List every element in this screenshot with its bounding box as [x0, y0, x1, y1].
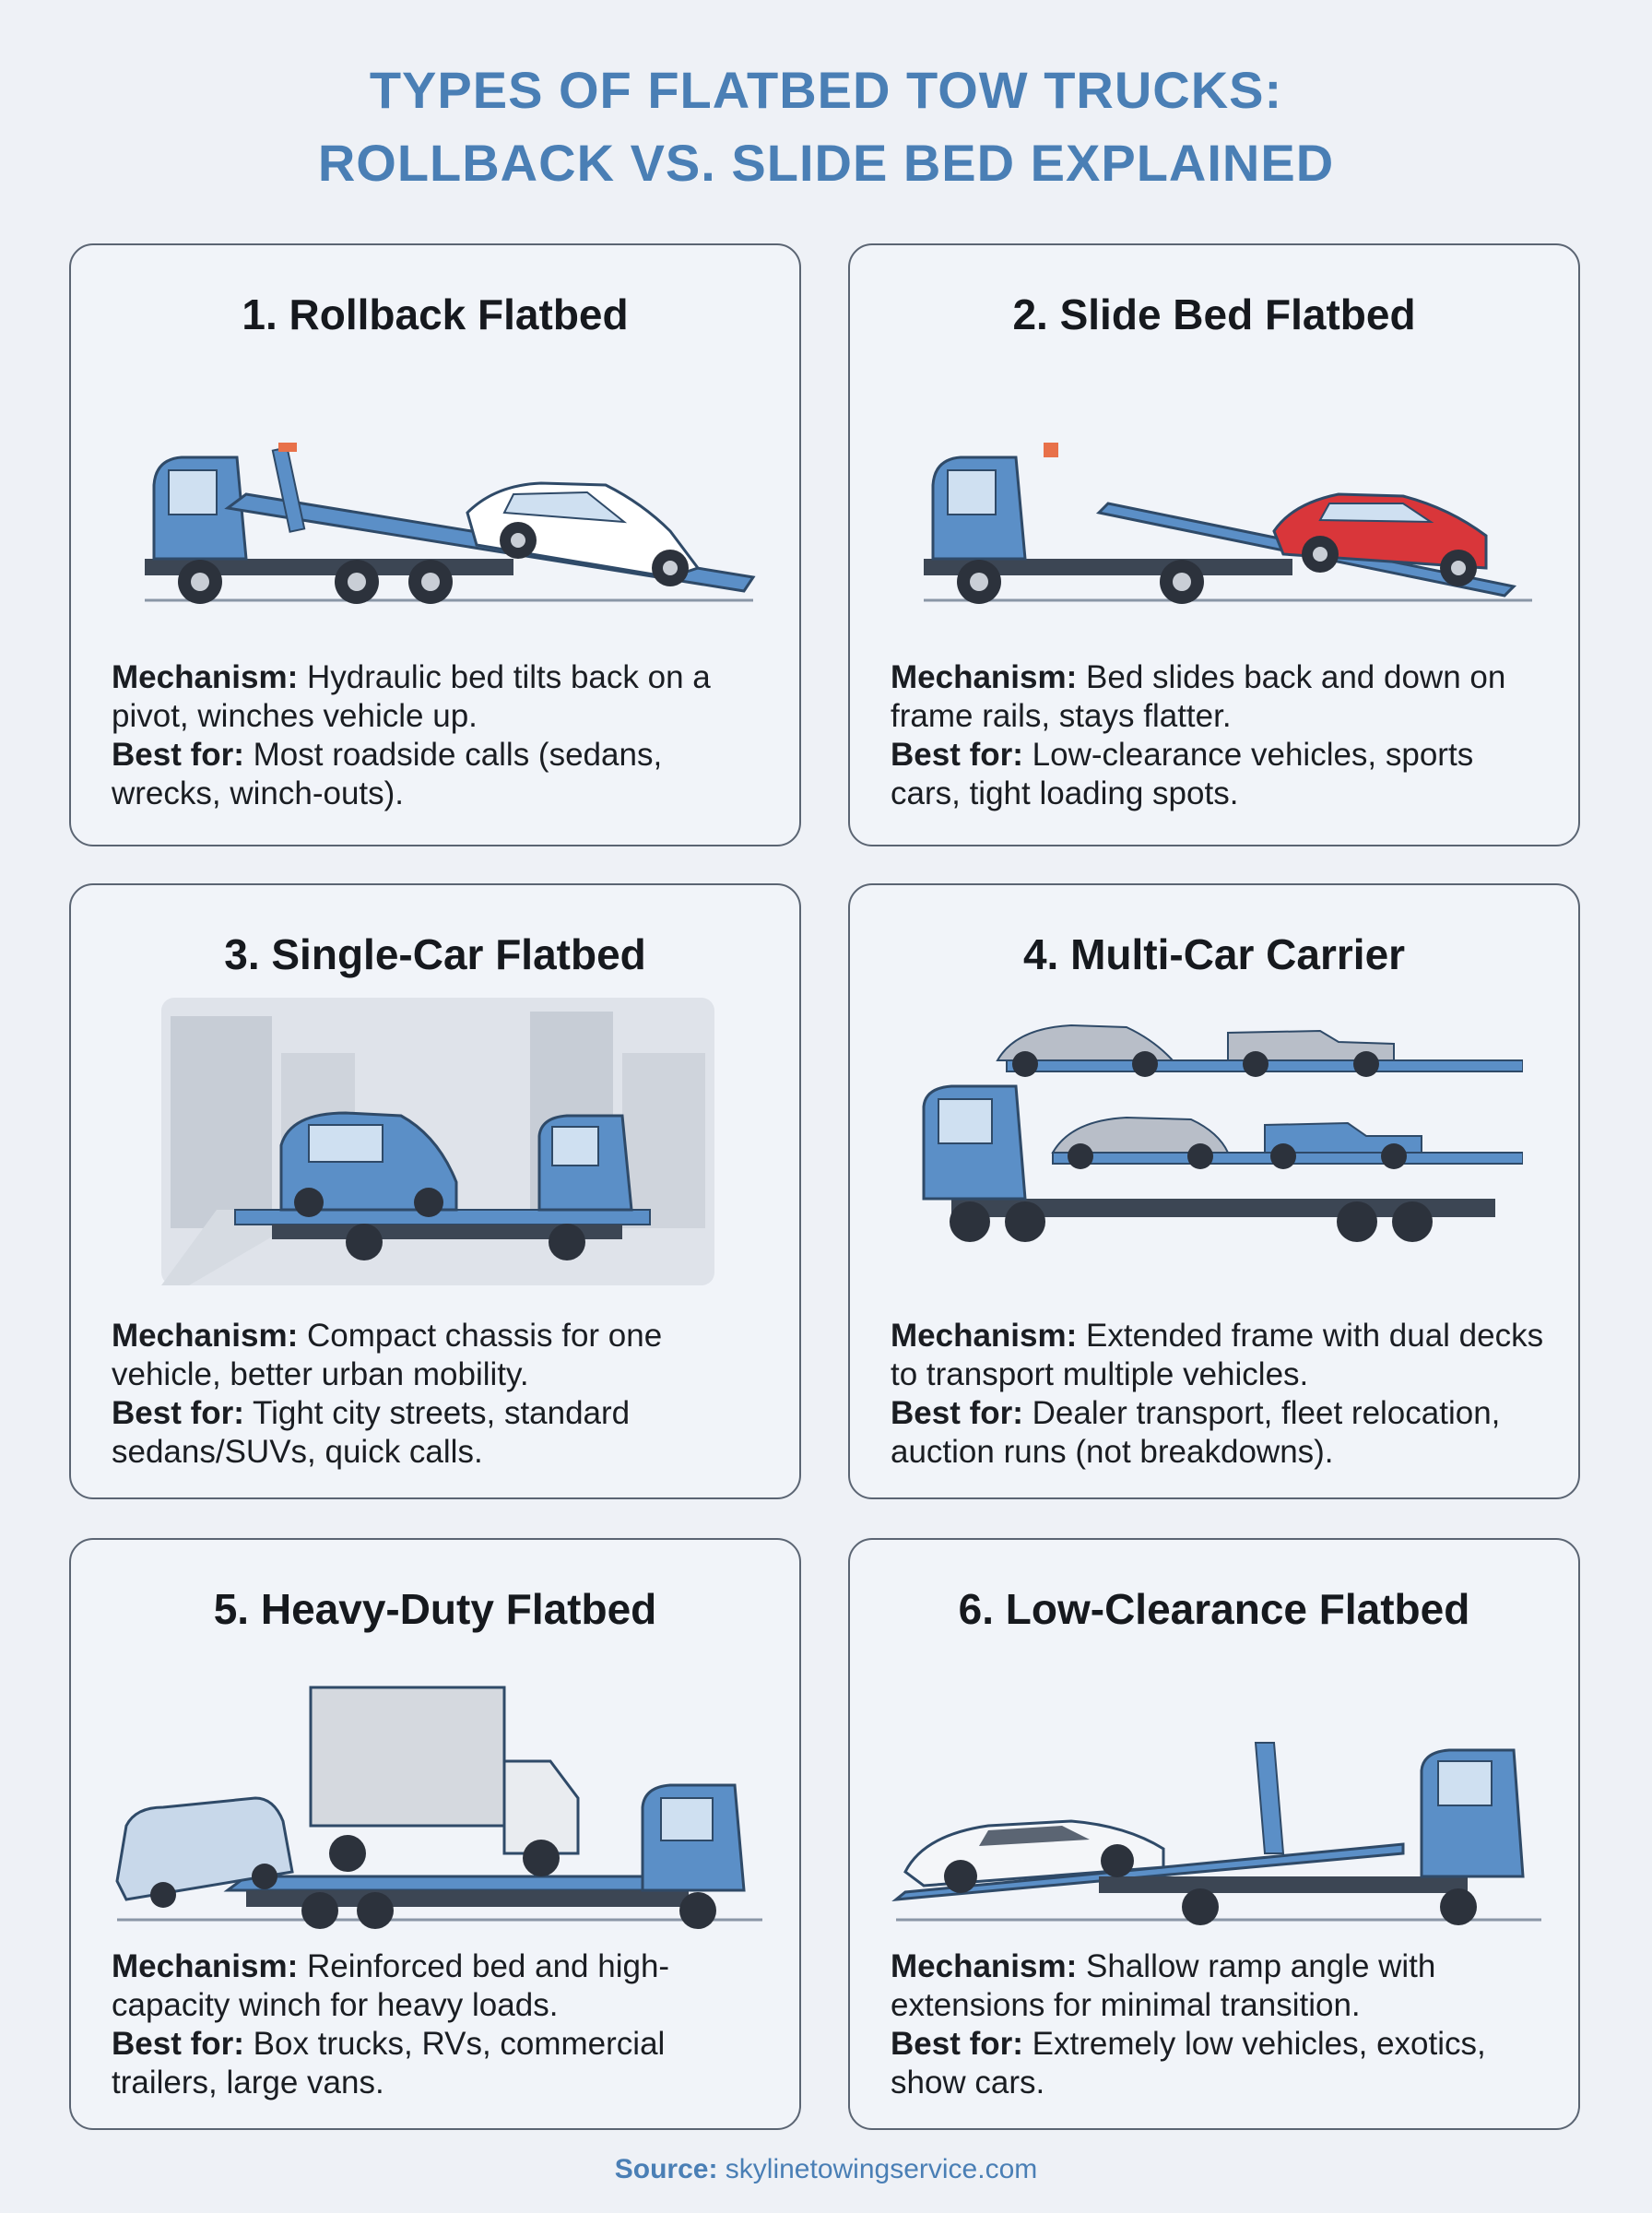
card-heading: 6. Low-Clearance Flatbed — [958, 1585, 1470, 1633]
card-heading: 3. Single-Car Flatbed — [224, 930, 646, 978]
source-credit — [0, 2154, 1652, 2185]
title-line-2: ROLLBACK VS. SLIDE BED EXPLAINED — [317, 134, 1335, 192]
card-low-clearance-flatbed — [848, 1538, 1580, 2130]
bestfor-label: Best for: — [112, 1395, 244, 1431]
card-heading: 4. Multi-Car Carrier — [1022, 930, 1406, 978]
bestfor-text: Low-clearance vehicles, sports cars, tight loading spots. — [891, 737, 1474, 811]
source-label: Source: — [614, 2154, 718, 2184]
card-description — [891, 1947, 1551, 2102]
card-description — [891, 658, 1551, 813]
card-heading: 2. Slide Bed Flatbed — [1012, 290, 1416, 338]
card-description — [112, 1947, 772, 2102]
low-clearance-truck-illustration — [887, 1669, 1551, 1946]
card-description — [112, 1317, 772, 1472]
bestfor-label: Best for: — [891, 2026, 1023, 2062]
single-car-truck-illustration — [161, 998, 714, 1285]
card-description — [112, 658, 772, 813]
bestfor-label: Best for: — [112, 737, 244, 773]
bestfor-text: Extremely low vehicles, exotics, show cars. — [891, 2026, 1486, 2101]
mechanism-label: Mechanism: — [112, 1318, 299, 1354]
mechanism-label: Mechanism: — [891, 659, 1078, 695]
mechanism-label: Mechanism: — [112, 659, 299, 695]
bestfor-text: Tight city streets, standard sedans/SUVs, quick calls. — [112, 1395, 631, 1470]
bestfor-text: Dealer transport, fleet relocation, auction runs (not breakdowns). — [891, 1395, 1501, 1470]
card-heading: 1. Rollback Flatbed — [242, 290, 629, 338]
mechanism-text: Shallow ramp angle with extensions for minimal transition. — [891, 1948, 1436, 2023]
card-description — [891, 1317, 1551, 1472]
bestfor-label: Best for: — [891, 737, 1023, 773]
source-link[interactable]: skylinetowingservice.com — [725, 2154, 1038, 2184]
mechanism-text: Reinforced bed and high-capacity winch for heavy loads. — [112, 1948, 670, 2023]
mechanism-label: Mechanism: — [112, 1948, 299, 1984]
rollback-truck-illustration — [108, 374, 762, 633]
card-rollback-flatbed — [69, 243, 801, 846]
card-heavy-duty-flatbed — [69, 1538, 801, 2130]
slide-bed-truck-illustration — [887, 374, 1541, 633]
multi-car-carrier-illustration — [914, 996, 1523, 1282]
heavy-duty-truck-illustration — [108, 1669, 772, 1946]
page-title — [0, 53, 1652, 199]
bestfor-text: Box trucks, RVs, commercial trailers, large vans. — [112, 2026, 666, 2101]
bestfor-text: Most roadside calls (sedans, wrecks, winch-outs). — [112, 737, 663, 811]
card-multi-car-carrier — [848, 883, 1580, 1499]
card-heading: 5. Heavy-Duty Flatbed — [213, 1585, 657, 1633]
card-slide-bed-flatbed — [848, 243, 1580, 846]
title-line-1: TYPES OF FLATBED TOW TRUCKS: — [369, 61, 1283, 119]
bestfor-label: Best for: — [891, 1395, 1023, 1431]
mechanism-label: Mechanism: — [891, 1948, 1078, 1984]
mechanism-label: Mechanism: — [891, 1318, 1078, 1354]
mechanism-text: Compact chassis for one vehicle, better urban mobility. — [112, 1318, 663, 1392]
bestfor-label: Best for: — [112, 2026, 244, 2062]
mechanism-text: Extended frame with dual decks to transport multiple vehicles. — [891, 1318, 1544, 1392]
mechanism-text: Hydraulic bed tilts back on a pivot, winches vehicle up. — [112, 659, 711, 734]
card-single-car-flatbed — [69, 883, 801, 1499]
mechanism-text: Bed slides back and down on frame rails, stays flatter. — [891, 659, 1506, 734]
